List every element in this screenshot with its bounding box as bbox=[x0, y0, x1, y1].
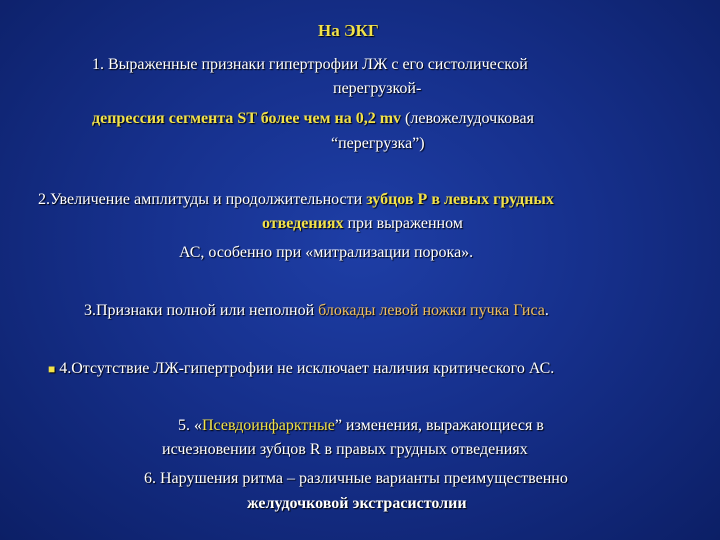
item5-start: 5. « bbox=[178, 417, 202, 434]
item5-line1 bbox=[178, 416, 544, 436]
item6-line2: желудочковой экстрасистолии bbox=[247, 495, 467, 512]
leads-highlight: отведениях bbox=[262, 215, 344, 232]
pseudoinfarct-highlight: Псевдоинфарктные bbox=[202, 417, 335, 434]
p-wave-highlight: зубцов Р в левых грудных bbox=[366, 191, 554, 208]
slide-title: На ЭКГ bbox=[318, 21, 379, 40]
item2-line3: АС, особенно при «митрализации порока». bbox=[179, 244, 474, 261]
item3-line bbox=[84, 301, 549, 321]
item1-line1: 1. Выраженные признаки гипертрофии ЛЖ с его систолической bbox=[92, 56, 528, 73]
item1-line4: “перегрузка”) bbox=[331, 135, 425, 152]
item1-line3-rest: (левожелудочковая bbox=[401, 110, 534, 127]
item4-text: 4.Отсутствие ЛЖ-гипертрофии не исключает наличия критического АС. bbox=[59, 360, 555, 377]
st-depression-highlight: депрессия сегмента ST более чем на 0,2 mv bbox=[92, 110, 402, 127]
item5-line2: исчезновении зубцов R в правых грудных отведениях bbox=[162, 441, 528, 458]
item2-line2 bbox=[262, 214, 463, 234]
item2-line1 bbox=[38, 190, 554, 210]
item2-line1-start: 2.Увеличение амплитуды и продолжительности bbox=[38, 191, 367, 208]
item4-line bbox=[48, 359, 554, 379]
item1-line2: перегрузкой- bbox=[333, 80, 422, 97]
lbbb-highlight: блокады левой ножки пучка Гиса bbox=[318, 302, 545, 319]
item2-line2-rest: при выраженном bbox=[343, 215, 463, 232]
item3-end: . bbox=[544, 302, 549, 319]
item5-rest: ” изменения, выражающиеся в bbox=[334, 417, 544, 434]
item6-line1: 6. Нарушения ритма – различные варианты преимущественно bbox=[144, 470, 568, 487]
bullet-icon: ■ bbox=[48, 362, 56, 376]
item3-start: 3.Признаки полной или неполной bbox=[84, 302, 319, 319]
item1-line3 bbox=[92, 109, 534, 129]
